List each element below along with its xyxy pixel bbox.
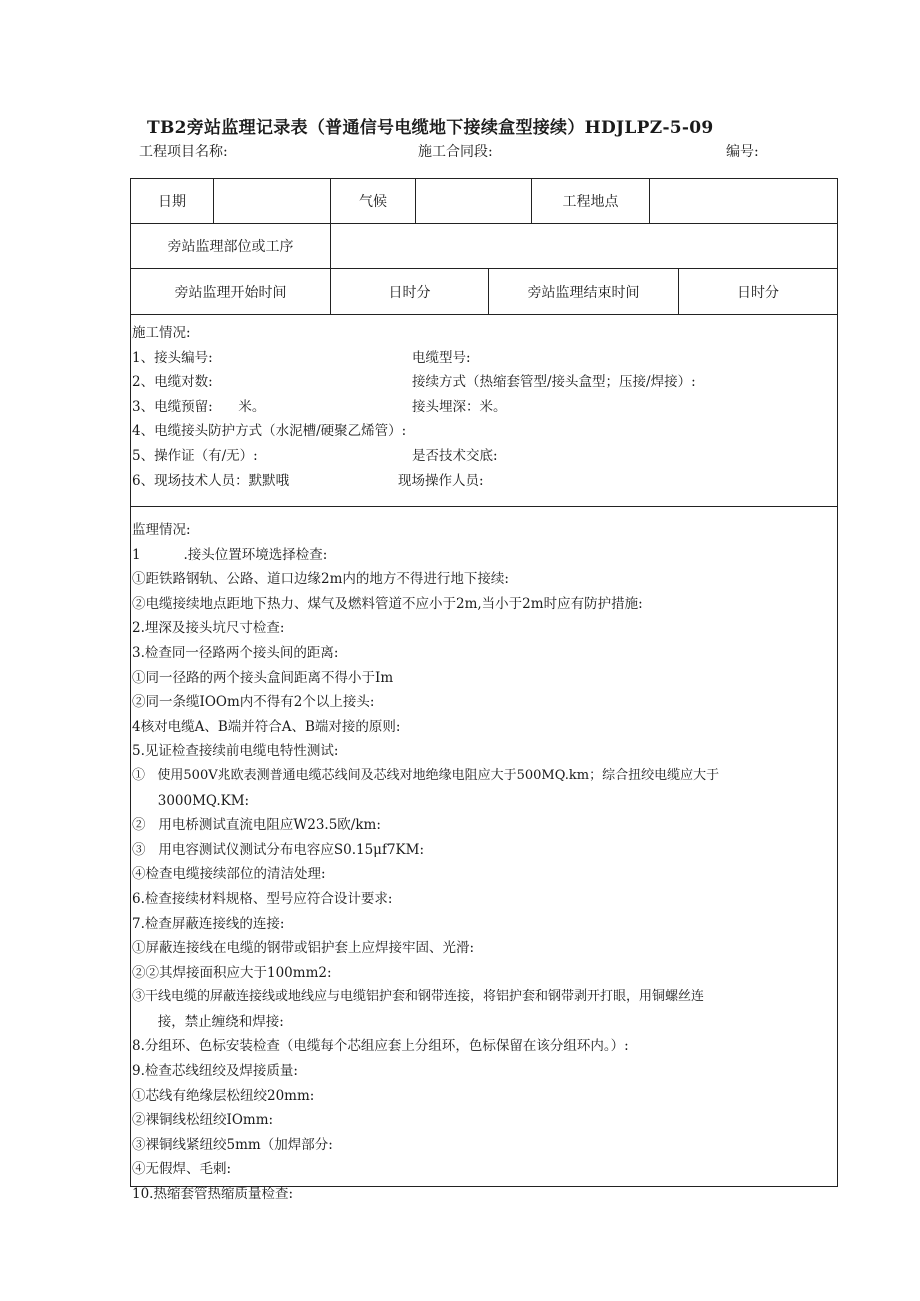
divider xyxy=(130,314,838,315)
end-time-label: 旁站监理结束时间 xyxy=(527,284,640,301)
date-label: 日期 xyxy=(158,194,186,210)
location-value[interactable] xyxy=(650,179,837,223)
number-label: 编号: xyxy=(726,144,759,160)
date-value[interactable] xyxy=(214,179,330,223)
page-title: TB2旁站监理记录表（普通信号电缆地下接续盒型接续）HDJLPZ-5-09 xyxy=(147,118,714,138)
start-time-value[interactable]: 日时分 xyxy=(388,284,431,301)
location-label: 工程地点 xyxy=(562,194,619,210)
contract-section-label: 施工合同段: xyxy=(418,144,493,160)
start-time-label: 旁站监理开始时间 xyxy=(174,284,287,301)
part-label: 旁站监理部位或工序 xyxy=(167,239,294,255)
weather-label: 气候 xyxy=(359,194,387,210)
part-value[interactable] xyxy=(331,224,837,268)
divider xyxy=(130,506,838,507)
end-time-value[interactable]: 日时分 xyxy=(737,284,779,301)
project-name-label: 工程项目名称: xyxy=(139,144,228,160)
weather-value[interactable] xyxy=(416,179,531,223)
